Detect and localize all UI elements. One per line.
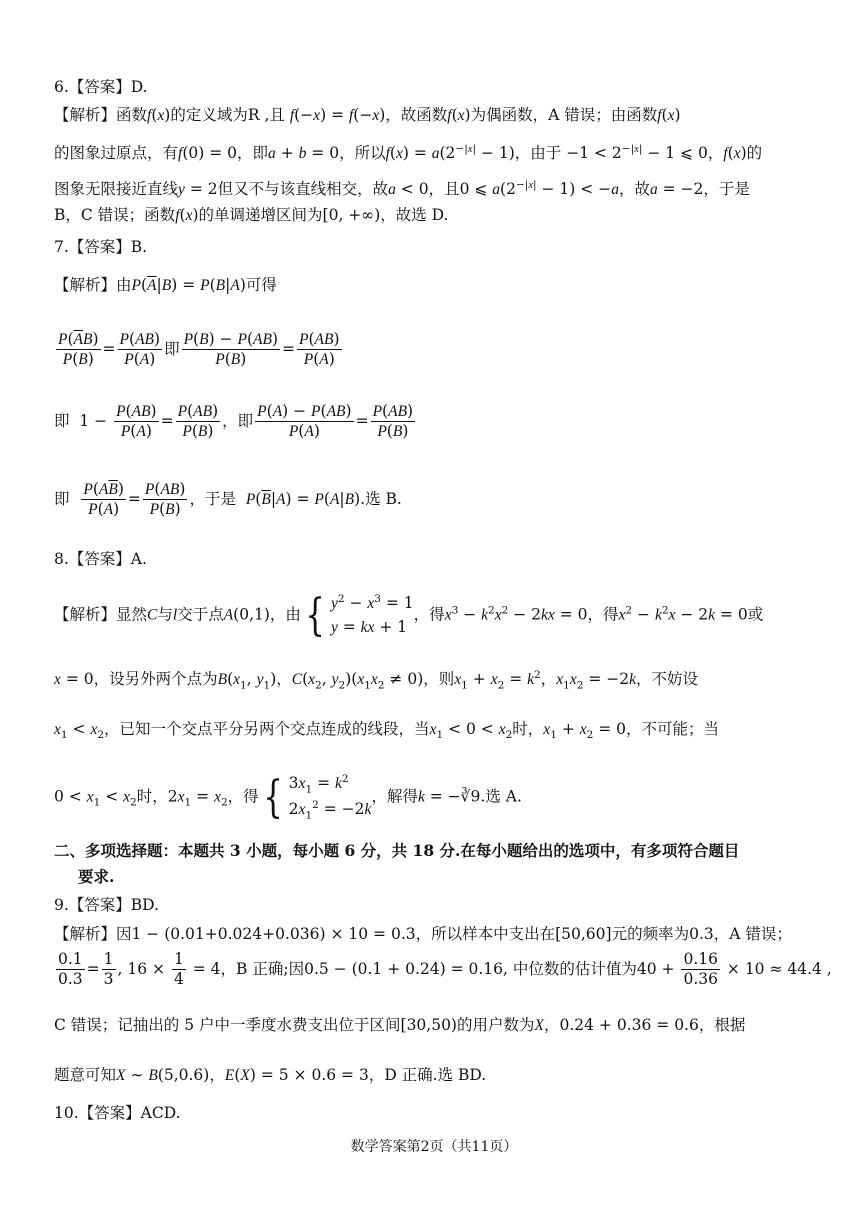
- q7-line2: $\frac{P(\overline{A}B)}{P(B)}$ = $\frac{P(AB)}{P(A)}$ 即 $\frac{P(B) - P(AB)}{P(B)}$ = $\frac{P(AB)}{P(A)}$: [58, 330, 340, 369]
- q9-line1: 【解析】因1 − (0.01+0.024+0.036) × 10 = 0.3，所以样本中支出在[50,60]元的频率为0.3，A 错误；: [54, 925, 792, 943]
- q8-line2: x = 0，设另外两个点为$B(x_1$, $y_1$)，$C(x_2$, $y_2)(x_1x_2 \ne 0)$，则$x_1 + x_2 = k^2$，$x_1x_2 = -2k$，不妨设: [54, 669, 699, 692]
- q8-line3: $x_1 < x_2$，已知一个交点平分另两个交点连成的线段，当$x_1 < 0 < x_2$时，$x_1 + x_2 = 0$，不可能；当: [54, 720, 720, 742]
- q6-line3: 图象无限接近直线y = 2但又不与该直线相交，故a < 0，且0 ⩽ $a(2^{-|x|} - 1) < -a$，故a = −2，于是: [54, 179, 750, 199]
- q9-answer: 9.【答案】BD.: [54, 896, 159, 914]
- q9-line2: $\frac{0.1}{0.3}$ = $\frac{1}{3}$ , 16 × $\frac{1}{4}$ = 4，B 正确;因0.5 − (0.1 + 0.24) = 0.16, 中位数的估计值为40 + $\frac{0.16}{0.36}$ × 10 ≈ 44.4 ,: [58, 950, 832, 989]
- q6-line2: 的图象过原点，有f(0) = 0，即a + b = 0，所以$f(x) = a(2^{-|x|} - 1)$，由于 $-1 < 2^{-|x|} - 1$ ⩽ 0，f(x)的: [54, 143, 763, 163]
- q9-line4: 题意可知X ∼ B(5,0.6)，E(X) = 5 × 0.6 = 3，D 正确.选 BD.: [54, 1066, 487, 1084]
- section2-heading: 二、多项选择题：本题共 3 小题，每小题 6 分，共 18 分.在每小题给出的选项中，有多项符合题目: [54, 841, 740, 860]
- q9-line3: C 错误；记抽出的 5 户中一季度水费支出位于区间[30,50)的用户数为X，0.24 + 0.36 = 0.6，根据: [54, 1016, 746, 1034]
- q10-answer: 10.【答案】ACD.: [54, 1104, 181, 1122]
- q7-line4: 即 $\frac{P(A\overline{B})}{P(A)}$ = $\frac{P(AB)}{P(B)}$ ，于是 $P(\overline{B}|A) = P(A|B)$.选 B.: [54, 480, 402, 519]
- q7-line3: 即 1 − $\frac{P(AB)}{P(A)}$ = $\frac{P(AB)}{P(B)}$ ，即 $\frac{P(A) - P(AB)}{P(A)}$ = $\frac{P(AB)}{P(B)}$: [54, 402, 414, 441]
- q8-answer: 8.【答案】A.: [54, 550, 147, 568]
- q8-line4: $0 < x_1 < x_2$时，$2x_1 = x_2$，得 { $3x_1 = k^2$ $2x_1^2 = -2k$ ，解得k = −∛9.选 A.: [54, 771, 522, 823]
- q6-line4: B，C 错误；函数f(x)的单调递增区间为[0, +∞)，故选 D.: [54, 206, 449, 224]
- page-footer: 数学答案第2页（共11页）: [350, 1139, 518, 1155]
- q6-line1: 【解析】函数f(x)的定义域为R ,且 f(−x) = f(−x)，故函数f(x)为偶函数，A 错误；由函数f(x): [54, 106, 681, 124]
- q7-answer: 7.【答案】B.: [54, 238, 148, 256]
- q6-answer: 6.【答案】D.: [54, 78, 148, 96]
- q7-line1: 【解析】由$P(\overline{A}|B) = P(B|A)$可得: [54, 276, 277, 294]
- q8-line1: 【解析】显然C与l交于点A(0,1)，由 { $y^2 - x^3 = 1$ y = kx + 1 ，得$x^3 - k^2x^2 - 2kx = 0$，得$x^2 - k^2x - 2k = 0$或: [54, 589, 764, 641]
- section2-heading-cont: 要求.: [78, 867, 115, 886]
